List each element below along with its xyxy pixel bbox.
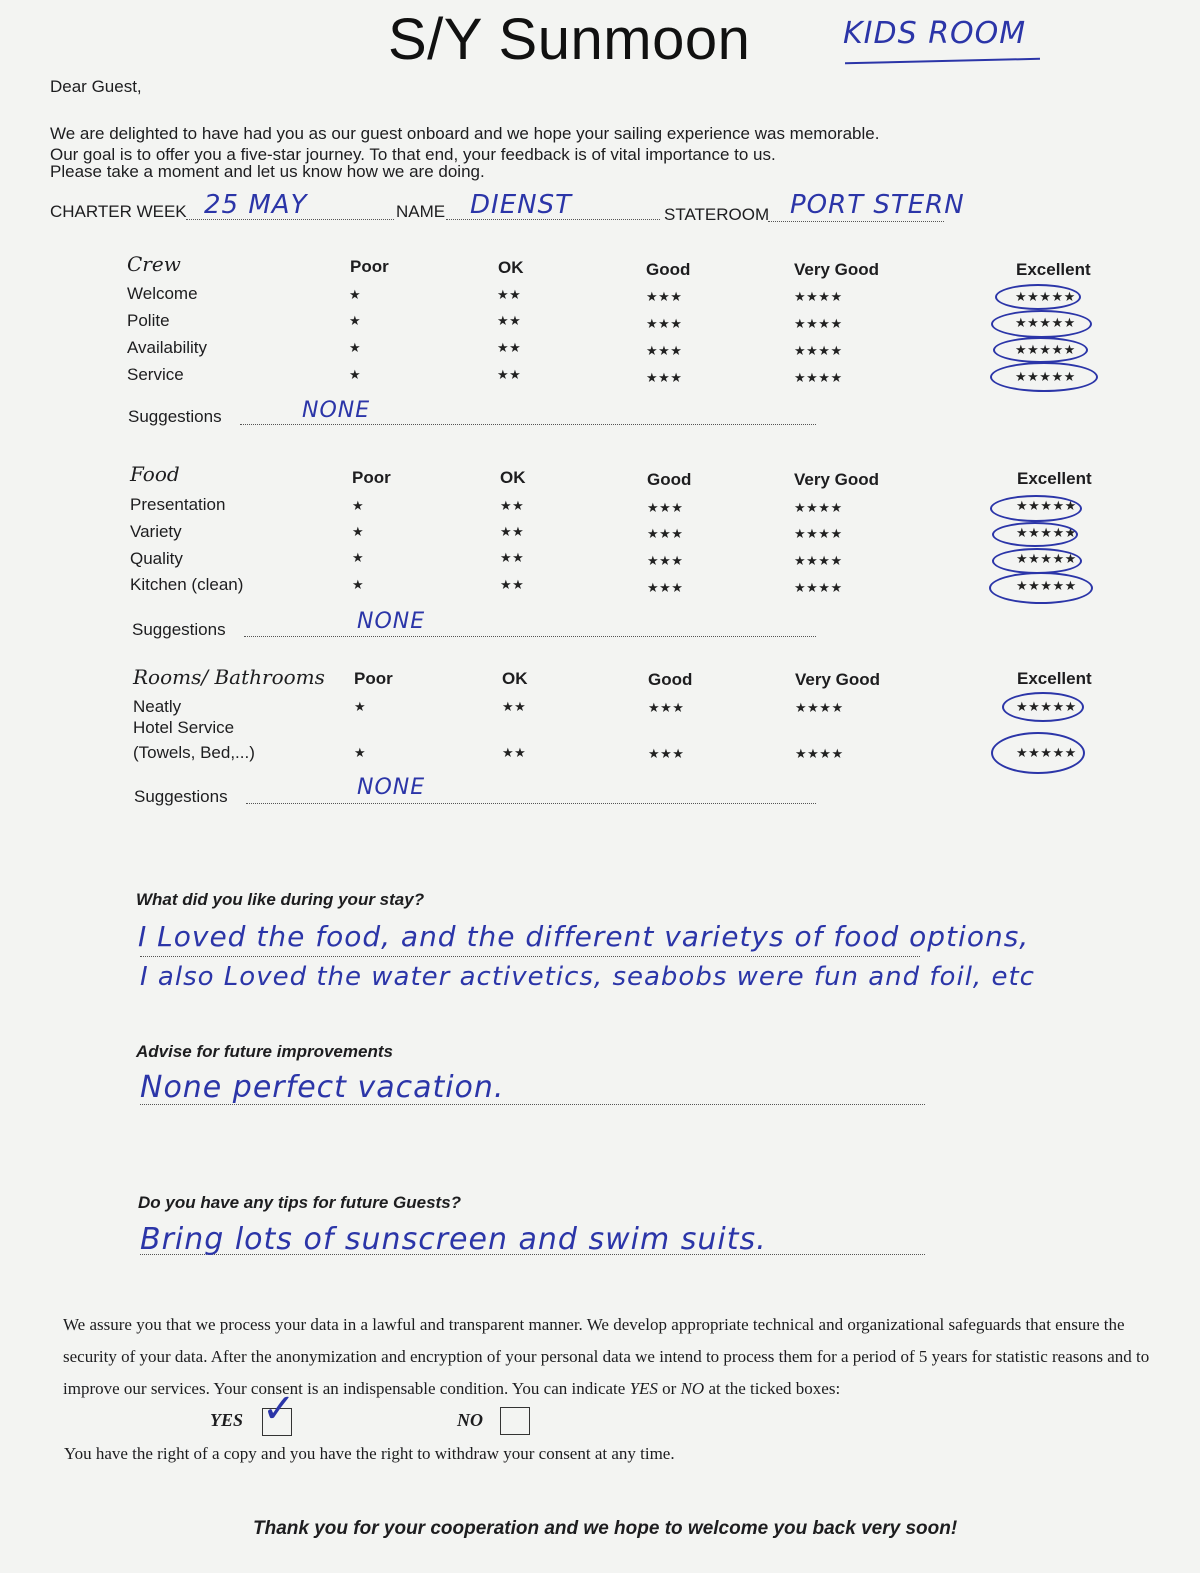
selected-rating-circle [995,284,1081,310]
star-option-1[interactable]: ★ [354,699,367,714]
consent-yes-word: YES [629,1379,658,1398]
intro-line-2: Our goal is to offer you a five-star journey. To that end, your feedback is of vital importance to us. [50,145,776,164]
consent-text [63,1309,1153,1405]
stateroom-label: STATEROOM [664,205,770,224]
star-option-4[interactable]: ★★★★ [795,700,844,715]
star-option-1[interactable]: ★ [352,550,365,565]
crew-row-label: Service [127,365,184,384]
star-option-5[interactable]: ★★★★★ [1015,342,1076,357]
star-option-5[interactable]: ★★★★★ [1016,525,1077,540]
name-label: NAME [396,202,446,221]
selected-rating-circle [993,337,1088,363]
rooms-section-title: Rooms/ Bathrooms [133,665,325,689]
star-option-4[interactable]: ★★★★ [794,553,843,568]
selected-rating-circle [990,495,1082,522]
star-option-3[interactable]: ★★★ [648,700,685,715]
charter-week-value[interactable]: 25 MAY [204,190,308,220]
star-option-2[interactable]: ★★ [500,524,525,539]
rooms-suggestions-value[interactable]: NONE [357,775,426,800]
rooms-row-label-line2: (Towels, Bed,...) [133,743,255,762]
rooms-col-excellent: Excellent [1017,669,1092,688]
food-section-title: Food [130,462,180,486]
crew-suggestions-value[interactable]: NONE [302,398,371,423]
rooms-col-ok: OK [502,669,528,688]
food-suggestions-value[interactable]: NONE [357,609,426,634]
rooms-suggestions-line [246,803,816,804]
star-option-4[interactable]: ★★★★ [794,580,843,595]
name-value[interactable]: DIENST [470,190,572,220]
rooms-row-label-line1: Hotel Service [133,718,235,737]
star-option-4[interactable]: ★★★★ [794,526,843,541]
crew-col-very-good: Very Good [794,260,880,279]
star-option-5[interactable]: ★★★★★ [1015,315,1076,330]
selected-rating-circle [1002,692,1084,722]
selected-rating-circle [989,572,1093,604]
question-liked: What did you like during your stay? [136,890,425,909]
question-improvements: Advise for future improvements [136,1042,393,1061]
room-note-underline [845,58,1040,64]
selected-rating-circle [992,522,1078,547]
star-option-5[interactable]: ★★★★★ [1016,578,1077,593]
consent-or-word: or [662,1379,677,1398]
star-option-2[interactable]: ★★ [500,577,525,592]
star-option-3[interactable]: ★★★ [647,500,684,515]
star-option-1[interactable]: ★ [349,340,362,355]
star-option-1[interactable]: ★ [352,498,365,513]
crew-col-excellent: Excellent [1016,260,1091,279]
star-option-3[interactable]: ★★★ [647,580,684,595]
stateroom-line [768,221,944,222]
yes-label: YES [210,1410,244,1430]
intro-line-3: Please take a moment and let us know how we are doing. [50,162,485,181]
star-option-3[interactable]: ★★★ [648,746,685,761]
star-option-2[interactable]: ★★ [497,313,522,328]
star-option-2[interactable]: ★★ [497,287,522,302]
selected-rating-circle [991,732,1085,774]
answer-line [140,956,920,957]
answer-tips[interactable]: Bring lots of sunscreen and swim suits. [140,1222,767,1257]
star-option-4[interactable]: ★★★★ [795,746,844,761]
star-option-1[interactable]: ★ [349,287,362,302]
crew-suggestions-line [240,424,816,425]
question-tips: Do you have any tips for future Guests? [138,1193,462,1212]
crew-col-good: Good [646,260,691,279]
star-option-1[interactable]: ★ [352,524,365,539]
greeting: Dear Guest, [50,77,142,96]
star-option-2[interactable]: ★★ [502,745,527,760]
rights-text: You have the right of a copy and you have the right to withdraw your consent at any time. [64,1444,675,1463]
no-label: NO [457,1410,483,1430]
rooms-col-very-good: Very Good [795,670,881,689]
crew-col-ok: OK [498,258,524,277]
selected-rating-circle [991,310,1092,338]
crew-row-label: Availability [127,338,208,357]
star-option-3[interactable]: ★★★ [646,370,683,385]
crew-row-label: Polite [127,311,170,330]
crew-row-label: Welcome [127,284,198,303]
star-option-3[interactable]: ★★★ [647,526,684,541]
food-col-ok: OK [500,468,526,487]
food-col-good: Good [647,470,692,489]
form-title: S/Y Sunmoon [388,7,751,72]
rooms-suggestions-label: Suggestions [134,787,228,806]
consent-text-end: at the ticked boxes: [708,1379,841,1398]
crew-col-poor: Poor [350,257,389,276]
star-option-3[interactable]: ★★★ [646,316,683,331]
food-row-label: Presentation [130,495,226,514]
star-option-4[interactable]: ★★★★ [794,343,843,358]
handwritten-room-note: KIDS ROOM [843,16,1027,51]
rooms-col-poor: Poor [354,669,393,688]
rooms-col-good: Good [648,670,693,689]
answer-liked-line-2[interactable]: I also Loved the water activetics, seabobs were fun and foil, etc [140,962,1035,992]
answer-improvements[interactable]: None perfect vacation. [140,1070,505,1105]
star-option-2[interactable]: ★★ [502,699,527,714]
food-col-very-good: Very Good [794,470,880,489]
crew-section-title: Crew [127,252,181,276]
star-option-3[interactable]: ★★★ [646,343,683,358]
star-option-1[interactable]: ★ [354,745,367,760]
answer-liked-line-1[interactable]: I Loved the food, and the different varietys of food options, [138,920,1030,953]
charter-week-label: CHARTER WEEK [50,202,187,221]
consent-no-word: NO [680,1379,705,1398]
star-option-2[interactable]: ★★ [497,340,522,355]
crew-suggestions-label: Suggestions [128,407,222,426]
food-col-poor: Poor [352,468,391,487]
star-option-5[interactable]: ★★★★★ [1016,551,1077,566]
star-option-5[interactable]: ★★★★★ [1016,699,1077,714]
thanks-footer: Thank you for your cooperation and we hope to welcome you back very soon! [253,1518,958,1539]
star-option-2[interactable]: ★★ [500,498,525,513]
stateroom-value[interactable]: PORT STERN [790,190,965,220]
star-option-1[interactable]: ★ [349,313,362,328]
star-option-4[interactable]: ★★★★ [794,316,843,331]
food-suggestions-line [244,636,816,637]
star-option-4[interactable]: ★★★★ [794,500,843,515]
star-option-5[interactable]: ★★★★★ [1016,498,1077,513]
yes-checkmark-icon: ✓ [262,1386,297,1432]
food-row-label: Quality [130,549,183,568]
star-option-1[interactable]: ★ [352,577,365,592]
star-option-1[interactable]: ★ [349,367,362,382]
food-row-label: Kitchen (clean) [130,575,244,594]
star-option-5[interactable]: ★★★★★ [1015,289,1076,304]
rooms-row-label: Neatly [133,697,182,716]
no-checkbox[interactable] [500,1407,530,1435]
star-option-3[interactable]: ★★★ [646,289,683,304]
star-option-5[interactable]: ★★★★★ [1016,745,1077,760]
star-option-2[interactable]: ★★ [497,367,522,382]
food-row-label: Variety [130,522,182,541]
food-suggestions-label: Suggestions [132,620,226,639]
star-option-5[interactable]: ★★★★★ [1015,369,1076,384]
food-col-excellent: Excellent [1017,469,1092,488]
selected-rating-circle [990,362,1098,392]
consent-text-main: We assure you that we process your data in a lawful and transparent manner. We develop appropriate technical and organizational safeguards that ensure the security of your data. After the anonymization and encryption of your personal data we intend to process them for a period of 5 years for statistic reasons and to improve our services. Your consent is an indispensable condition. You can indicate [63,1315,1150,1398]
star-option-4[interactable]: ★★★★ [794,289,843,304]
star-option-3[interactable]: ★★★ [647,553,684,568]
selected-rating-circle [992,548,1082,574]
intro-line-1: We are delighted to have had you as our guest onboard and we hope your sailing experience was memorable. [50,124,880,143]
star-option-2[interactable]: ★★ [500,550,525,565]
star-option-4[interactable]: ★★★★ [794,370,843,385]
